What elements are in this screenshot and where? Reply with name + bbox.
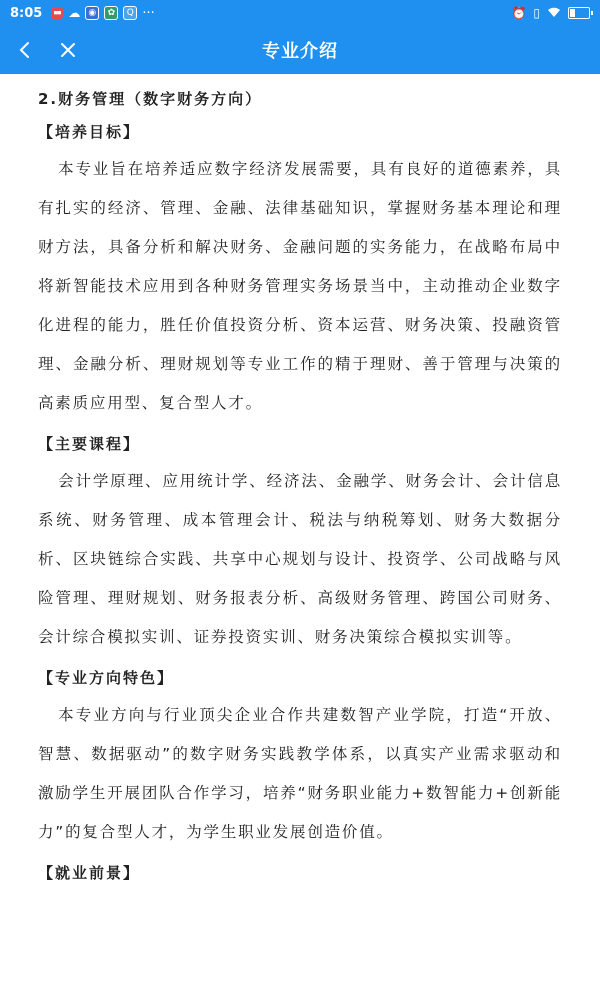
- close-icon: [60, 42, 76, 58]
- heading-training-goals: 【培养目标】: [38, 123, 141, 141]
- section-title: 2.财务管理（数字财务方向）: [38, 90, 263, 108]
- vibrate-icon: ▯: [533, 6, 540, 20]
- article-content: [0, 74, 600, 883]
- app-icon-green: ✿: [104, 6, 118, 20]
- more-notifications-icon: ···: [142, 5, 155, 21]
- header: [0, 26, 600, 74]
- battery-icon: [568, 7, 590, 19]
- paragraph-major-features: 本专业方向与行业顶尖企业合作共建数智产业学院，打造“开放、智慧、数据驱动”的数字财务实践教学体系，以真实产业需求驱动和激励学生开展团队合作学习，培养“财务职业能力+数智能力+创新能力”的复合型人才，为学生职业发展创造价值。: [38, 706, 562, 841]
- heading-employment-prospects: 【就业前景】: [38, 864, 141, 882]
- status-time: 8:05: [10, 5, 43, 21]
- app-icon-red: ▬: [53, 8, 62, 18]
- app-icon-blue: ◉: [85, 6, 99, 20]
- page-title: 专业介绍: [262, 41, 338, 62]
- alarm-icon: ⏰: [511, 6, 527, 20]
- chevron-left-icon: [17, 41, 31, 59]
- heading-major-features: 【专业方向特色】: [38, 669, 175, 687]
- heading-main-courses: 【主要课程】: [38, 435, 141, 453]
- paragraph-training-goals: 本专业旨在培养适应数字经济发展需要，具有良好的道德素养，具有扎实的经济、管理、金融、法律基础知识，掌握财务基本理论和理财方法，具备分析和解决财务、金融问题的实务能力，在战略布局中将新智能技术应用到各种财务管理实务场景当中，主动推动企业数字化进程的能力，胜任价值投资分析、资本运营、财务决策、投融资管理、金融分析、理财规划等专业工作的精于理财、善于管理与决策的高素质应用型、复合型人才。: [38, 160, 562, 412]
- search-app-icon: Q: [123, 6, 137, 20]
- wifi-icon: [547, 6, 561, 21]
- close-button[interactable]: [48, 26, 88, 74]
- status-bar: [0, 0, 600, 26]
- back-button[interactable]: [4, 26, 44, 74]
- paragraph-main-courses: 会计学原理、应用统计学、经济法、金融学、财务会计、会计信息系统、财务管理、成本管理会计、税法与纳税筹划、财务大数据分析、区块链综合实践、共享中心规划与设计、投资学、公司战略与风险管理、理财规划、财务报表分析、高级财务管理、跨国公司财务、会计综合模拟实训、证券投资实训、财务决策综合模拟实训等。: [38, 472, 562, 646]
- cloud-icon: ☁: [68, 6, 81, 20]
